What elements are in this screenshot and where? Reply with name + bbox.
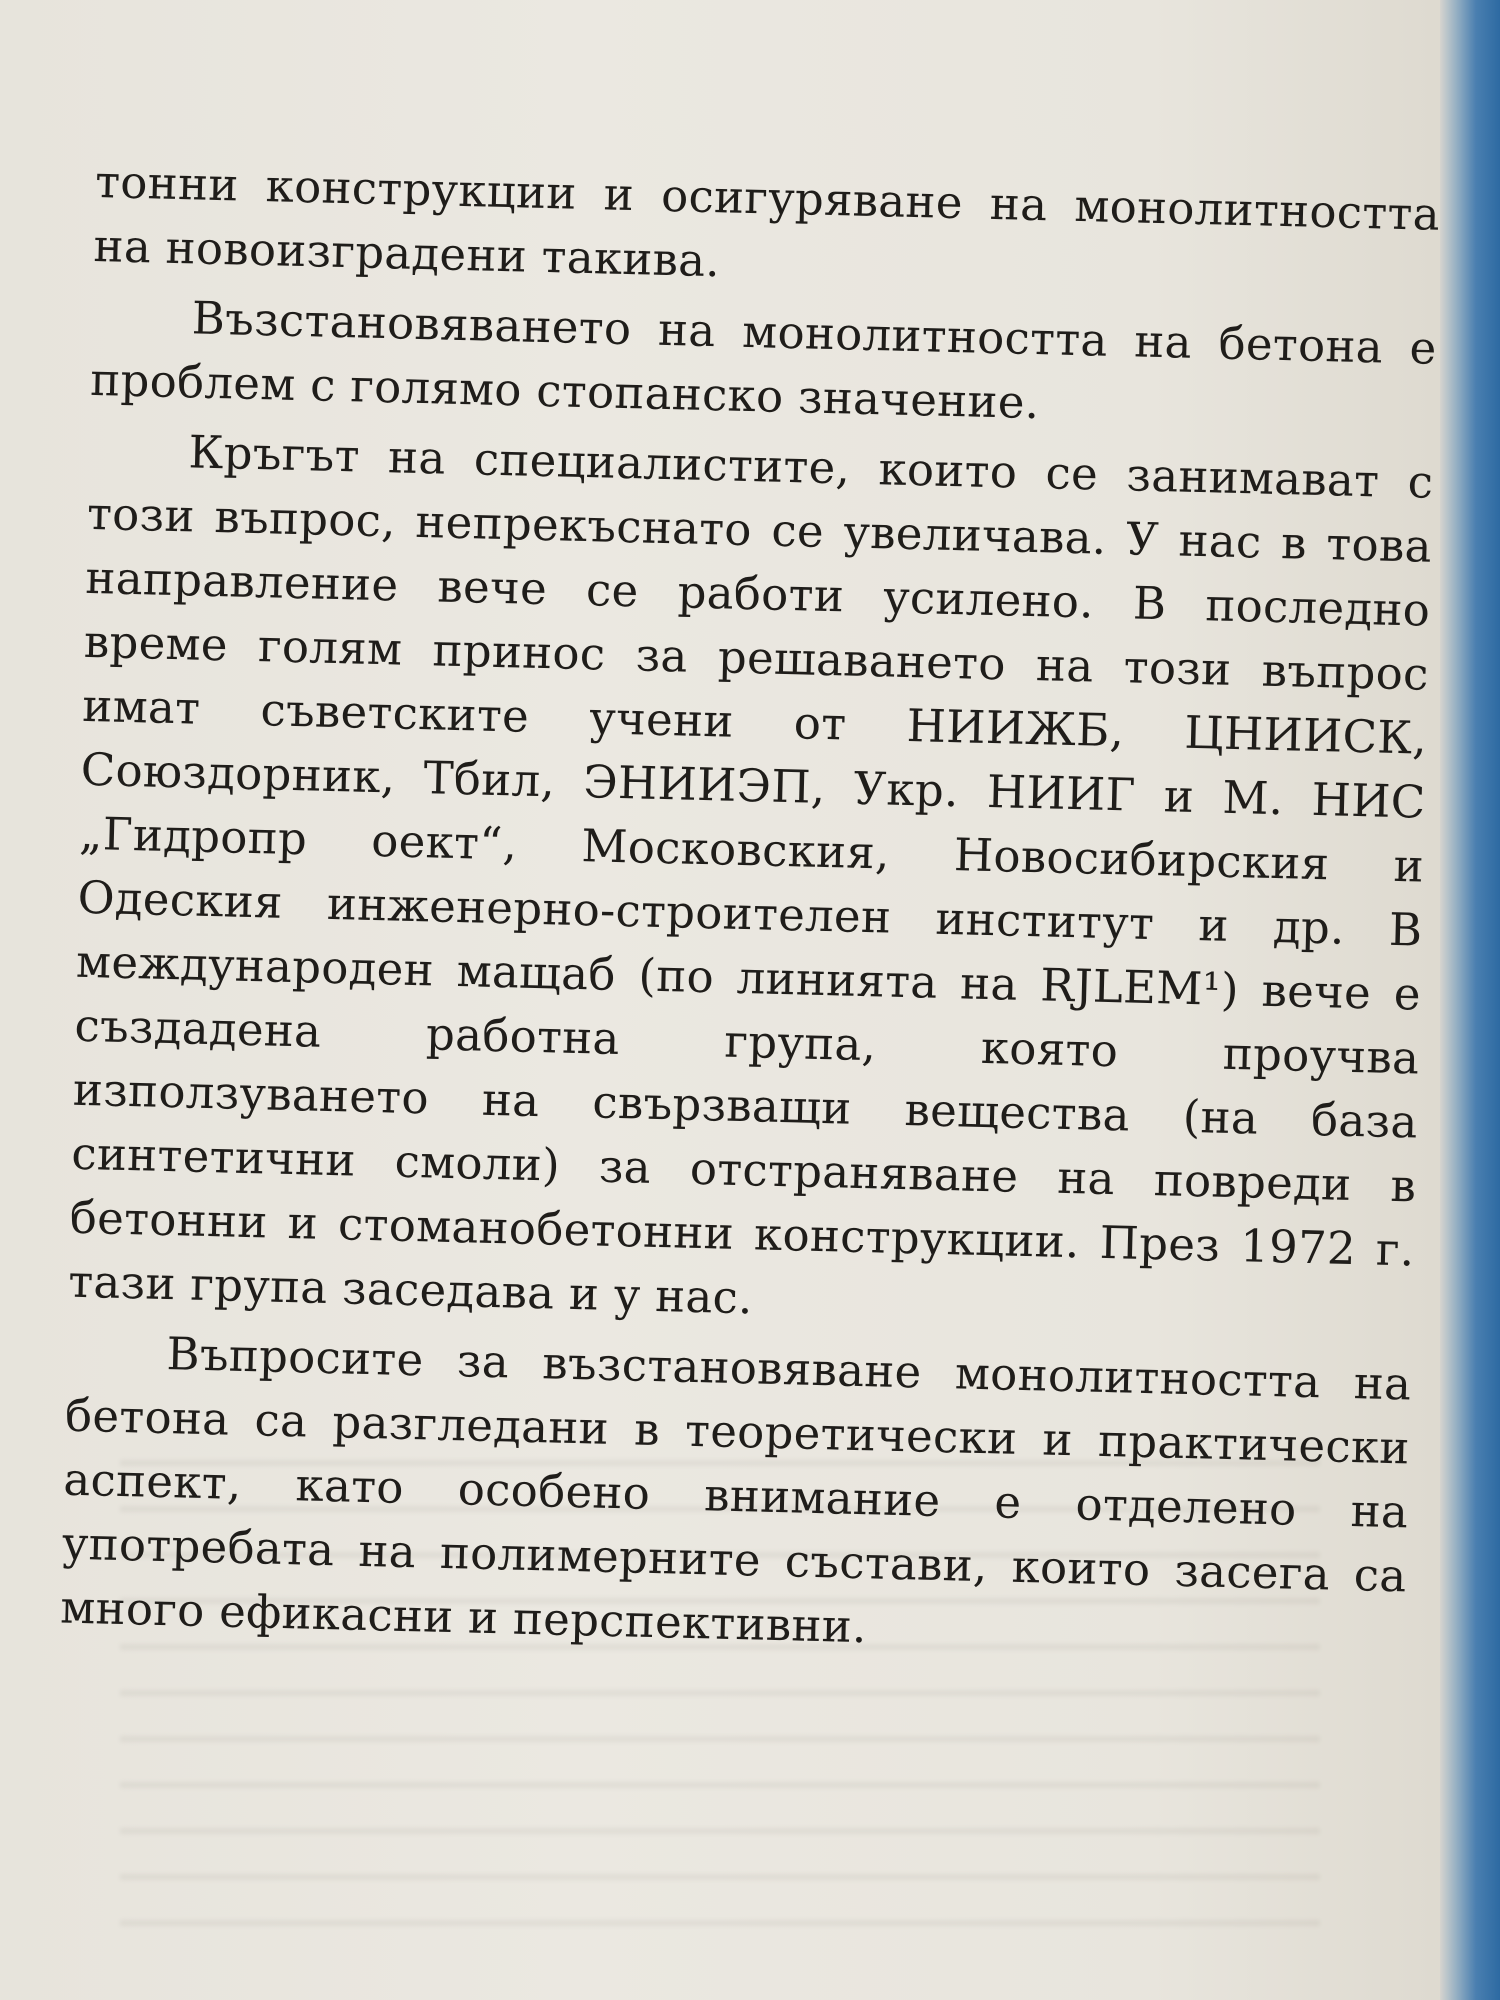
page-edge	[1440, 0, 1500, 2000]
paragraph-4: Въпросите за възстановяване монолитността на бетона са разгледани в теоретически и практически аспект, като особено внимание е отделено на употребата на полимерните състави, които засега са много ефикасни и перспективни.	[59, 1327, 1412, 1654]
paragraph-1: тонни конструкции и осигуряване на монолитността на новоизградени такива.	[93, 154, 1441, 288]
paragraph-3: Кръгът на специалистите, които се занимават с този въпрос, непрекъснато се увеличава. У нас в това направление вече се работи усилено. В последно време голям принос за решаването на този въпрос имат съветските учени от НИИЖБ, ЦНИИСК, Союздорник, Тбил, ЭНИИЭП, Укр. НИИГ и М. НИС „Гидропр оект“, Московския, Новосибирския и Одеския инженерно-строителен институт и др. В международен мащаб (по линията на RJLEM¹) вече е създадена работна група, която проучва използуването на свързващи вещества (на база синтетични смоли) за отстраняване на повреди в бетонни и стоманобетонни конструкции. През 1972 г. тази група заседава и у нас.	[67, 425, 1434, 1325]
body-text	[59, 150, 1440, 1678]
paragraph-2: Възстановяването на монолитността на бетона е проблем с голямо стопанско значение.	[89, 291, 1438, 430]
